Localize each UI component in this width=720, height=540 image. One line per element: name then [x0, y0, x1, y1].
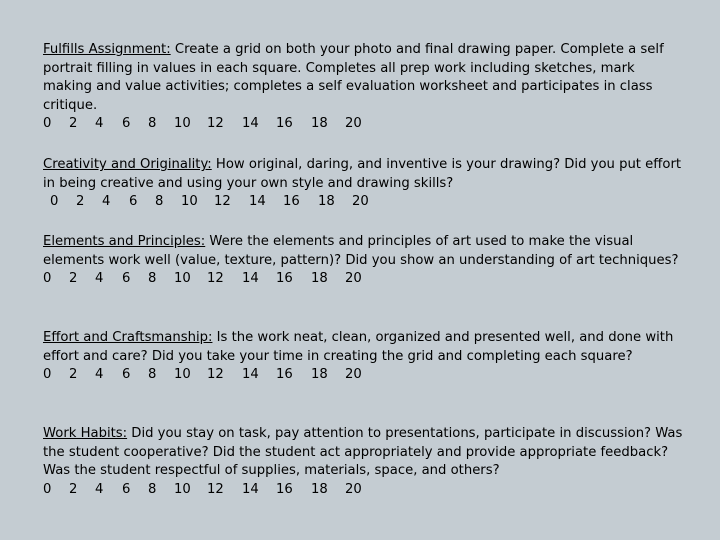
score-option: 6	[122, 367, 131, 383]
score-option: 2	[69, 481, 78, 497]
score-option: 0	[43, 271, 52, 287]
score-option: 18	[311, 367, 328, 383]
score-option: 0	[43, 481, 52, 497]
score-option: 14	[242, 367, 259, 383]
score-option: 16	[276, 116, 293, 132]
score-option: 8	[148, 481, 157, 497]
score-option: 4	[95, 367, 104, 383]
score-option: 20	[345, 481, 362, 497]
score-option: 10	[174, 367, 191, 383]
score-option: 2	[76, 194, 85, 210]
criterion-heading: Work Habits:	[43, 426, 128, 441]
criterion-effort-craftsmanship	[43, 329, 683, 385]
score-option: 10	[181, 194, 198, 210]
score-option: 20	[345, 116, 362, 132]
criterion-elements-principles	[43, 233, 683, 289]
score-option: 8	[148, 116, 157, 132]
score-option: 20	[345, 271, 362, 287]
score-option: 18	[311, 481, 328, 497]
score-scale	[43, 193, 683, 212]
score-option: 12	[207, 116, 224, 132]
criterion-fulfills-assignment	[43, 41, 683, 134]
criterion-description: Is the work neat, clean, organized and presented well, and done with effort and care? Did you take your time in creating the grid and completing each square?	[43, 330, 674, 364]
criterion-description: Did you stay on task, pay attention to presentations, participate in discussion? Was the student cooperative? Did the student act appropriately and provide appropriate feedback? Was the student respectful of supplies, materials, space, and others?	[43, 426, 683, 479]
score-option: 14	[242, 116, 259, 132]
score-option: 20	[352, 194, 369, 210]
score-option: 18	[318, 194, 335, 210]
score-option: 8	[148, 367, 157, 383]
score-option: 12	[207, 271, 224, 287]
score-option: 16	[283, 194, 300, 210]
score-scale	[43, 481, 683, 500]
score-option: 16	[276, 271, 293, 287]
score-option: 18	[311, 271, 328, 287]
score-option: 8	[148, 271, 157, 287]
score-option: 12	[207, 481, 224, 497]
score-option: 0	[50, 194, 59, 210]
score-option: 2	[69, 116, 78, 132]
criterion-heading: Elements and Principles:	[43, 234, 206, 249]
score-option: 4	[95, 481, 104, 497]
criterion-description: Were the elements and principles of art used to make the visual elements work well (value, texture, pattern)? Did you show an understanding of art techniques?	[43, 234, 679, 268]
criterion-description: Create a grid on both your photo and final drawing paper. Complete a self portrait filling in values in each square. Completes all prep work including sketches, mark making and value activities; completes a self evaluation worksheet and participates in class critique.	[43, 42, 664, 113]
score-option: 4	[102, 194, 111, 210]
criterion-work-habits	[43, 425, 683, 500]
score-option: 6	[129, 194, 138, 210]
score-option: 10	[174, 116, 191, 132]
score-option: 8	[155, 194, 164, 210]
score-option: 18	[311, 116, 328, 132]
score-option: 12	[207, 367, 224, 383]
criterion-heading: Creativity and Originality:	[43, 157, 212, 172]
score-option: 6	[122, 116, 131, 132]
score-option: 10	[174, 271, 191, 287]
score-option: 6	[122, 271, 131, 287]
score-option: 4	[95, 271, 104, 287]
score-option: 14	[242, 271, 259, 287]
score-option: 14	[242, 481, 259, 497]
score-scale	[43, 270, 683, 289]
criterion-heading: Fulfills Assignment:	[43, 42, 171, 57]
criterion-creativity-originality	[43, 156, 683, 212]
score-option: 0	[43, 367, 52, 383]
score-option: 14	[249, 194, 266, 210]
score-option: 6	[122, 481, 131, 497]
score-scale	[43, 115, 683, 134]
score-option: 2	[69, 367, 78, 383]
score-option: 2	[69, 271, 78, 287]
score-option: 0	[43, 116, 52, 132]
score-option: 20	[345, 367, 362, 383]
score-option: 16	[276, 481, 293, 497]
score-scale	[43, 366, 683, 385]
criterion-description: How original, daring, and inventive is your drawing? Did you put effort in being creative and using your own style and drawing skills?	[43, 157, 682, 191]
score-option: 10	[174, 481, 191, 497]
criterion-heading: Effort and Craftsmanship:	[43, 330, 213, 345]
score-option: 12	[214, 194, 231, 210]
score-option: 16	[276, 367, 293, 383]
score-option: 4	[95, 116, 104, 132]
